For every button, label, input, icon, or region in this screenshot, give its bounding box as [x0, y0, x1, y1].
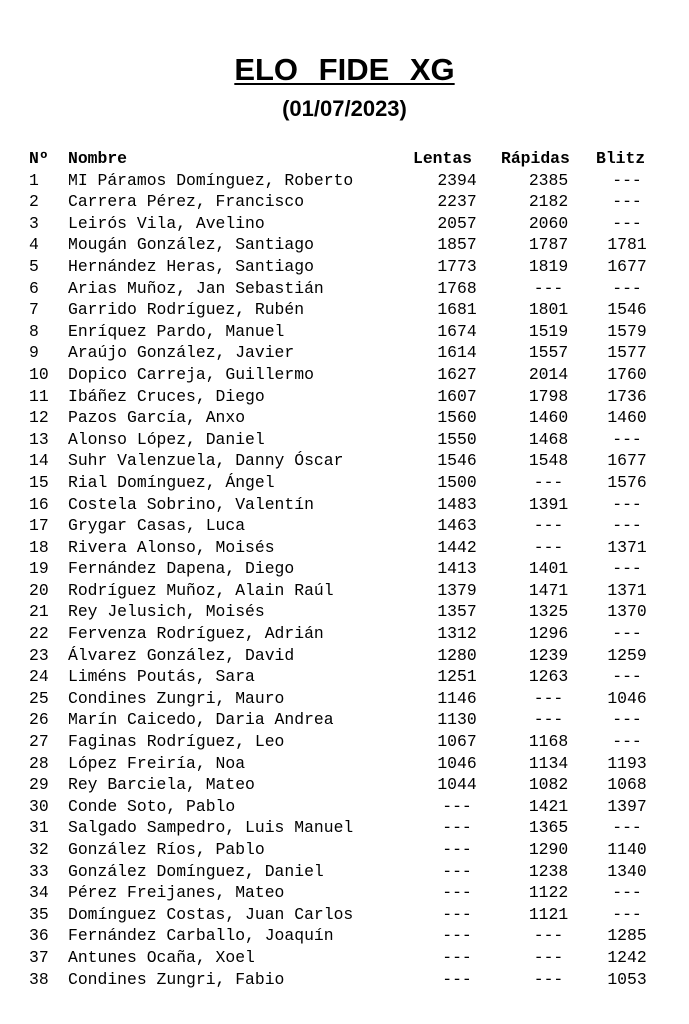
- player-name: Faginas Rodríguez, Leo: [68, 732, 285, 752]
- rating-blitz: 1760: [607, 364, 647, 384]
- rating-blitz: ---: [612, 213, 642, 233]
- rating-blitz: 1340: [607, 861, 647, 881]
- player-name: Arias Muñoz, Jan Sebastián: [68, 278, 324, 298]
- player-number: 13: [29, 429, 49, 449]
- elo-ranking-table: [29, 148, 658, 990]
- table-row: [29, 558, 658, 580]
- rating-lentas: 1681: [437, 300, 477, 320]
- player-name: Pérez Freijanes, Mateo: [68, 883, 285, 903]
- rating-lentas: 1046: [437, 753, 477, 773]
- player-number: 4: [29, 235, 39, 255]
- rating-rapidas: 1365: [528, 818, 569, 838]
- rating-lentas: ---: [442, 883, 472, 903]
- rating-blitz: 1577: [607, 343, 647, 363]
- rating-lentas: 1607: [437, 386, 477, 406]
- rating-rapidas: 1519: [528, 321, 569, 341]
- player-name: Leirós Vila, Avelino: [68, 213, 265, 233]
- player-number: 9: [29, 343, 39, 363]
- rating-blitz: ---: [612, 516, 642, 536]
- rating-blitz: ---: [612, 624, 642, 644]
- rating-rapidas: 1325: [528, 602, 569, 622]
- rating-lentas: 1614: [437, 343, 477, 363]
- table-row: [29, 709, 658, 731]
- player-name: Marín Caicedo, Daria Andrea: [68, 710, 334, 730]
- rating-rapidas: ---: [533, 947, 564, 967]
- player-name: González Domínguez, Daniel: [68, 861, 324, 881]
- rating-blitz: ---: [612, 883, 642, 903]
- table-row: [29, 386, 658, 408]
- player-number: 14: [29, 451, 49, 471]
- table-row: [29, 278, 658, 300]
- table-row: [29, 969, 658, 991]
- player-number: 17: [29, 516, 49, 536]
- rating-rapidas: 1238: [528, 861, 569, 881]
- rating-rapidas: ---: [533, 688, 564, 708]
- player-name: Grygar Casas, Luca: [68, 516, 246, 536]
- player-name: Fervenza Rodríguez, Adrián: [68, 624, 324, 644]
- column-header-num: Nº: [29, 149, 49, 168]
- rating-lentas: 2237: [437, 192, 477, 212]
- rating-lentas: ---: [442, 796, 472, 816]
- table-row: [29, 429, 658, 451]
- rating-rapidas: 1819: [528, 256, 569, 276]
- rating-blitz: 1053: [607, 969, 647, 989]
- rating-lentas: 1483: [437, 494, 477, 514]
- player-number: 16: [29, 494, 49, 514]
- player-name: Antunes Ocaña, Xoel: [68, 947, 255, 967]
- player-name: Carrera Pérez, Francisco: [68, 192, 305, 212]
- rating-rapidas: 1296: [528, 624, 569, 644]
- table-row: [29, 817, 658, 839]
- rating-lentas: 1550: [437, 429, 477, 449]
- rating-blitz: 1046: [607, 688, 647, 708]
- player-number: 35: [29, 904, 49, 924]
- player-number: 10: [29, 364, 49, 384]
- rating-lentas: 2057: [437, 213, 477, 233]
- table-row: [29, 839, 658, 861]
- rating-lentas: 1379: [437, 580, 477, 600]
- table-row: [29, 342, 658, 364]
- player-number: 28: [29, 753, 49, 773]
- rating-blitz: 1371: [607, 537, 647, 557]
- player-name: Conde Soto, Pablo: [68, 796, 236, 816]
- rating-rapidas: 2060: [528, 213, 569, 233]
- player-number: 27: [29, 732, 49, 752]
- player-name: Araújo González, Javier: [68, 343, 295, 363]
- player-number: 1: [29, 170, 39, 190]
- rating-blitz: ---: [612, 278, 642, 298]
- player-name: Condines Zungri, Mauro: [68, 688, 285, 708]
- table-row: [29, 213, 658, 235]
- table-row: [29, 450, 658, 472]
- rating-lentas: 1251: [437, 667, 477, 687]
- player-number: 32: [29, 840, 49, 859]
- rating-blitz: 1068: [607, 775, 647, 795]
- player-number: 12: [29, 408, 49, 428]
- player-number: 34: [29, 883, 49, 903]
- rating-rapidas: 1401: [528, 559, 569, 579]
- column-header-rapidas: Rápidas: [501, 149, 570, 168]
- player-name: Rivera Alonso, Moisés: [68, 537, 275, 557]
- table-row: [29, 774, 658, 796]
- player-name: González Ríos, Pablo: [68, 840, 265, 859]
- table-row: [29, 537, 658, 559]
- player-number: 26: [29, 710, 49, 730]
- rating-lentas: 1067: [437, 732, 477, 752]
- table-row: [29, 666, 658, 688]
- table-row: [29, 364, 658, 386]
- player-name: Hernández Heras, Santiago: [68, 256, 314, 276]
- player-name: Fernández Dapena, Diego: [68, 559, 295, 579]
- table-row: [29, 731, 658, 753]
- rating-blitz: 1371: [607, 580, 647, 600]
- rating-rapidas: 2385: [528, 170, 569, 190]
- page-title: [0, 52, 689, 88]
- table-row: [29, 688, 658, 710]
- table-row: [29, 321, 658, 343]
- player-name: Domínguez Costas, Juan Carlos: [68, 904, 354, 924]
- table-row: [29, 753, 658, 775]
- rating-lentas: ---: [442, 904, 472, 924]
- player-number: 3: [29, 213, 39, 233]
- rating-rapidas: 1082: [528, 775, 569, 795]
- rating-lentas: ---: [442, 947, 472, 967]
- rating-lentas: 1768: [437, 278, 477, 298]
- rating-blitz: ---: [612, 710, 642, 730]
- player-name: Álvarez González, David: [68, 645, 295, 665]
- player-name: MI Páramos Domínguez, Roberto: [68, 170, 354, 190]
- rating-lentas: 1560: [437, 408, 477, 428]
- rating-blitz: ---: [612, 732, 642, 752]
- player-name: Rey Jelusich, Moisés: [68, 602, 265, 622]
- player-name: Condines Zungri, Fabio: [68, 969, 285, 989]
- rating-lentas: 1044: [437, 775, 477, 795]
- rating-blitz: 1460: [607, 408, 647, 428]
- rating-blitz: 1677: [607, 451, 647, 471]
- player-name: Pazos García, Anxo: [68, 408, 246, 428]
- rating-blitz: ---: [612, 667, 642, 687]
- player-name: Rodríguez Muñoz, Alain Raúl: [68, 580, 334, 600]
- rating-lentas: ---: [442, 818, 472, 838]
- rating-blitz: 1677: [607, 256, 647, 276]
- table-row: [29, 601, 658, 623]
- player-number: 6: [29, 278, 39, 298]
- rating-lentas: 1500: [437, 472, 477, 492]
- table-row: [29, 861, 658, 883]
- column-header-lentas: Lentas: [413, 149, 473, 168]
- rating-rapidas: 1121: [528, 904, 569, 924]
- rating-rapidas: 1290: [528, 840, 569, 859]
- table-row: [29, 170, 658, 192]
- rating-lentas: 1312: [437, 624, 477, 644]
- player-name: Fernández Carballo, Joaquín: [68, 926, 334, 946]
- rating-lentas: ---: [442, 969, 472, 989]
- player-name: Alonso López, Daniel: [68, 429, 265, 449]
- rating-rapidas: 1787: [528, 235, 569, 255]
- rating-lentas: 1463: [437, 516, 477, 536]
- rating-blitz: 1242: [607, 947, 647, 967]
- rating-blitz: ---: [612, 192, 642, 212]
- table-row: [29, 947, 658, 969]
- player-name: López Freiría, Noa: [68, 753, 246, 773]
- table-row: [29, 580, 658, 602]
- player-name: Rey Barciela, Mateo: [68, 775, 255, 795]
- table-row: [29, 925, 658, 947]
- rating-lentas: ---: [442, 840, 472, 859]
- rating-lentas: 1674: [437, 321, 477, 341]
- rating-lentas: ---: [442, 861, 472, 881]
- rating-rapidas: 1798: [528, 386, 569, 406]
- rating-rapidas: 1460: [528, 408, 569, 428]
- rating-lentas: 1280: [437, 645, 477, 665]
- rating-blitz: 1193: [607, 753, 647, 773]
- rating-lentas: 1857: [437, 235, 477, 255]
- rating-rapidas: 1122: [528, 883, 569, 903]
- player-number: 22: [29, 624, 49, 644]
- table-row: [29, 904, 658, 926]
- rating-blitz: ---: [612, 904, 642, 924]
- column-header-blitz: Blitz: [596, 149, 646, 168]
- player-number: 18: [29, 537, 49, 557]
- rating-blitz: 1781: [607, 235, 647, 255]
- rating-blitz: 1140: [607, 840, 647, 859]
- player-name: Rial Domínguez, Ángel: [68, 472, 275, 492]
- player-name: Liméns Poutás, Sara: [68, 667, 255, 687]
- player-name: Costela Sobrino, Valentín: [68, 494, 314, 514]
- rating-blitz: 1576: [607, 472, 647, 492]
- player-number: 21: [29, 602, 49, 622]
- player-number: 30: [29, 796, 49, 816]
- rating-blitz: 1736: [607, 386, 647, 406]
- rating-rapidas: 1471: [528, 580, 569, 600]
- rating-blitz: 1259: [607, 645, 647, 665]
- player-number: 20: [29, 580, 49, 600]
- table-row: [29, 191, 658, 213]
- rating-rapidas: ---: [533, 926, 564, 946]
- table-row: [29, 234, 658, 256]
- rating-blitz: ---: [612, 818, 642, 838]
- player-number: 31: [29, 818, 49, 838]
- rating-lentas: 1130: [437, 710, 477, 730]
- table-row: [29, 882, 658, 904]
- rating-rapidas: 1557: [528, 343, 569, 363]
- table-row: [29, 299, 658, 321]
- player-name: Enríquez Pardo, Manuel: [68, 321, 285, 341]
- table-row: [29, 623, 658, 645]
- rating-rapidas: 1391: [528, 494, 569, 514]
- rating-rapidas: 1468: [528, 429, 569, 449]
- player-number: 15: [29, 472, 49, 492]
- table-body: [29, 170, 658, 991]
- rating-rapidas: ---: [533, 537, 564, 557]
- player-number: 23: [29, 645, 49, 665]
- table-row: [29, 494, 658, 516]
- player-number: 37: [29, 947, 49, 967]
- rating-rapidas: 1263: [528, 667, 569, 687]
- player-number: 24: [29, 667, 49, 687]
- table-header-row: [29, 148, 658, 170]
- player-number: 2: [29, 192, 39, 212]
- rating-rapidas: ---: [533, 710, 564, 730]
- table-row: [29, 515, 658, 537]
- rating-rapidas: 1134: [528, 753, 569, 773]
- rating-lentas: 1627: [437, 364, 477, 384]
- player-number: 25: [29, 688, 49, 708]
- player-number: 8: [29, 321, 39, 341]
- table-row: [29, 645, 658, 667]
- player-name: Dopico Carreja, Guillermo: [68, 364, 314, 384]
- rating-blitz: 1370: [607, 602, 647, 622]
- rating-lentas: 1146: [437, 688, 477, 708]
- player-name: Mougán González, Santiago: [68, 235, 314, 255]
- rating-blitz: ---: [612, 170, 642, 190]
- table-row: [29, 256, 658, 278]
- rating-lentas: 1413: [437, 559, 477, 579]
- rating-rapidas: ---: [533, 472, 564, 492]
- player-number: 19: [29, 559, 49, 579]
- rating-rapidas: ---: [533, 516, 564, 536]
- rating-rapidas: ---: [533, 969, 564, 989]
- table-row: [29, 472, 658, 494]
- rating-lentas: 1442: [437, 537, 477, 557]
- rating-blitz: ---: [612, 494, 642, 514]
- rating-blitz: ---: [612, 559, 642, 579]
- rating-blitz: 1579: [607, 321, 647, 341]
- rating-rapidas: 1801: [528, 300, 569, 320]
- player-number: 38: [29, 969, 49, 989]
- rating-lentas: 1546: [437, 451, 477, 471]
- rating-rapidas: ---: [533, 278, 564, 298]
- player-name: Garrido Rodríguez, Rubén: [68, 300, 305, 320]
- rating-blitz: 1397: [607, 796, 647, 816]
- table-row: [29, 407, 658, 429]
- column-header-name: Nombre: [68, 149, 128, 168]
- table-row: [29, 796, 658, 818]
- player-number: 7: [29, 300, 39, 320]
- player-name: Suhr Valenzuela, Danny Óscar: [68, 451, 344, 471]
- player-number: 5: [29, 256, 39, 276]
- rating-lentas: 1357: [437, 602, 477, 622]
- player-number: 36: [29, 926, 49, 946]
- rating-rapidas: 2014: [528, 364, 569, 384]
- rating-rapidas: 2182: [528, 192, 569, 212]
- rating-rapidas: 1421: [528, 796, 569, 816]
- rating-blitz: 1546: [607, 300, 647, 320]
- player-number: 33: [29, 861, 49, 881]
- rating-rapidas: 1548: [528, 451, 569, 471]
- rating-blitz: ---: [612, 429, 642, 449]
- player-name: Salgado Sampedro, Luis Manuel: [68, 818, 354, 838]
- page-title-text: ELO FIDE XG: [234, 52, 455, 87]
- rating-lentas: 2394: [437, 170, 477, 190]
- player-number: 11: [29, 386, 49, 406]
- player-name: Ibáñez Cruces, Diego: [68, 386, 265, 406]
- rating-lentas: 1773: [437, 256, 477, 276]
- rating-blitz: 1285: [607, 926, 647, 946]
- player-number: 29: [29, 775, 49, 795]
- rating-rapidas: 1239: [528, 645, 569, 665]
- ranking-date: (01/07/2023): [282, 96, 407, 121]
- rating-rapidas: 1168: [528, 732, 569, 752]
- rating-lentas: ---: [442, 926, 472, 946]
